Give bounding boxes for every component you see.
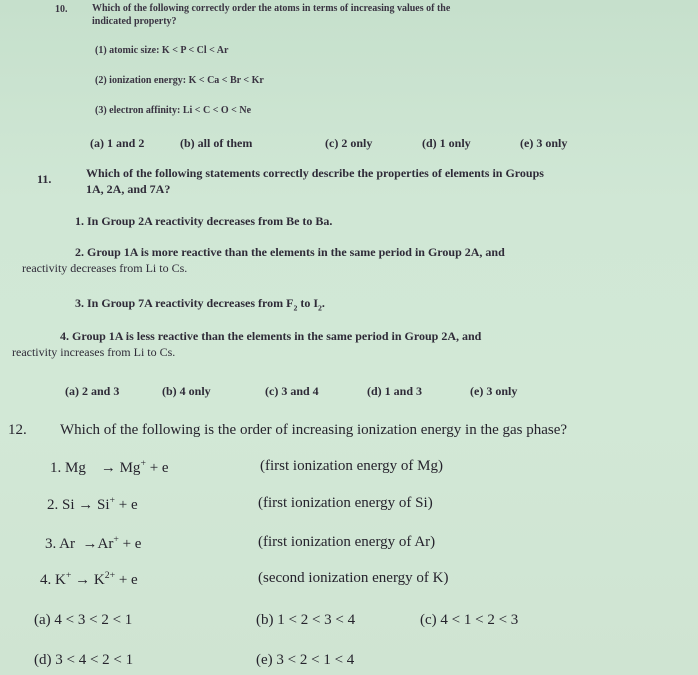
q10-item-3: (3) electron affinity: Li < C < O < Ne — [95, 105, 252, 116]
q11-option-a: (a) 2 and 3 — [65, 384, 120, 398]
q12-reaction-4-num: 4. — [40, 572, 52, 588]
q12-reaction-1-num: 1. — [50, 460, 62, 476]
q10-option-a: (a) 1 and 2 — [90, 136, 145, 150]
q11-option-d: (d) 1 and 3 — [367, 384, 423, 398]
q11-statement-3-text: 3. In Group 7A reactivity decreases from — [75, 296, 287, 310]
q12-option-a: (a) 4 < 3 < 2 < 1 — [34, 612, 133, 628]
q12-reaction-4-note: (second ionization energy of K) — [258, 570, 449, 586]
q11-statement-2-line1: 2. Group 1A is more reactive than the elements in the same period in Group 2A, and — [75, 245, 505, 259]
q12-option-e: (e) 3 < 2 < 1 < 4 — [256, 652, 355, 668]
q11-option-c: (c) 3 and 4 — [265, 384, 319, 398]
q12-reaction-4: 4. $K^+ \to K^{2+} + e$ — [40, 570, 138, 588]
q12-number: 12. — [8, 422, 27, 438]
q11-statement-4-line2: reactivity increases from Li to Cs. — [12, 345, 176, 359]
q12-reaction-2: 2. Si → Si+ + e — [47, 495, 138, 513]
q11-statement-4-line1: 4. Group 1A is less reactive than the elements in the same period in Group 2A, and — [60, 329, 482, 343]
q12-reaction-2-num: 2. — [47, 497, 59, 513]
q10-item-1: (1) atomic size: K < P < Cl < Ar — [95, 45, 229, 56]
q12-reaction-3-num: 3. — [45, 536, 57, 552]
q10-option-e: (e) 3 only — [520, 136, 568, 150]
q11-statement-2-line2: reactivity decreases from Li to Cs. — [22, 261, 188, 275]
q10-option-c: (c) 2 only — [325, 136, 373, 150]
q10-prompt-line2: indicated property? — [92, 16, 177, 27]
q12-option-c: (c) 4 < 1 < 2 < 3 — [420, 612, 519, 628]
q10-item-2: (2) ionization energy: K < Ca < Br < Kr — [95, 75, 264, 86]
q11-prompt-line1: Which of the following statements correctly describe the properties of elements in Groups — [86, 166, 544, 180]
q12-reaction-1: 1. Mg → Mg+ + e — [50, 458, 169, 476]
q11-statement-3: 3. In Group 7A reactivity decreases from $F_2$ to $I_2$. — [75, 296, 325, 313]
q11-prompt-line2: 1A, 2A, and 7A? — [86, 182, 171, 196]
q11-number: 11. — [37, 172, 52, 186]
q10-prompt-line1: Which of the following correctly order the atoms in terms of increasing values of the — [92, 3, 451, 14]
q12-option-d: (d) 3 < 4 < 2 < 1 — [34, 652, 134, 668]
q12-reaction-2-note: (first ionization energy of Si) — [258, 495, 433, 511]
q10-option-d: (d) 1 only — [422, 136, 471, 150]
q12-reaction-3: 3. Ar →Ar+ + e — [45, 534, 142, 552]
q10-number: 10. — [55, 4, 68, 15]
q12-reaction-1-note: (first ionization energy of Mg) — [260, 458, 444, 474]
q11-option-b: (b) 4 only — [162, 384, 211, 398]
q12-reaction-3-note: (first ionization energy of Ar) — [258, 534, 436, 550]
q10-option-b: (b) all of them — [180, 136, 253, 150]
q11-statement-1: 1. In Group 2A reactivity decreases from Be to Ba. — [75, 214, 333, 228]
q12-option-b: (b) 1 < 2 < 3 < 4 — [256, 612, 356, 628]
q12-prompt: Which of the following is the order of increasing ionization energy in the gas phase? — [60, 422, 568, 438]
q11-option-e: (e) 3 only — [470, 384, 518, 398]
